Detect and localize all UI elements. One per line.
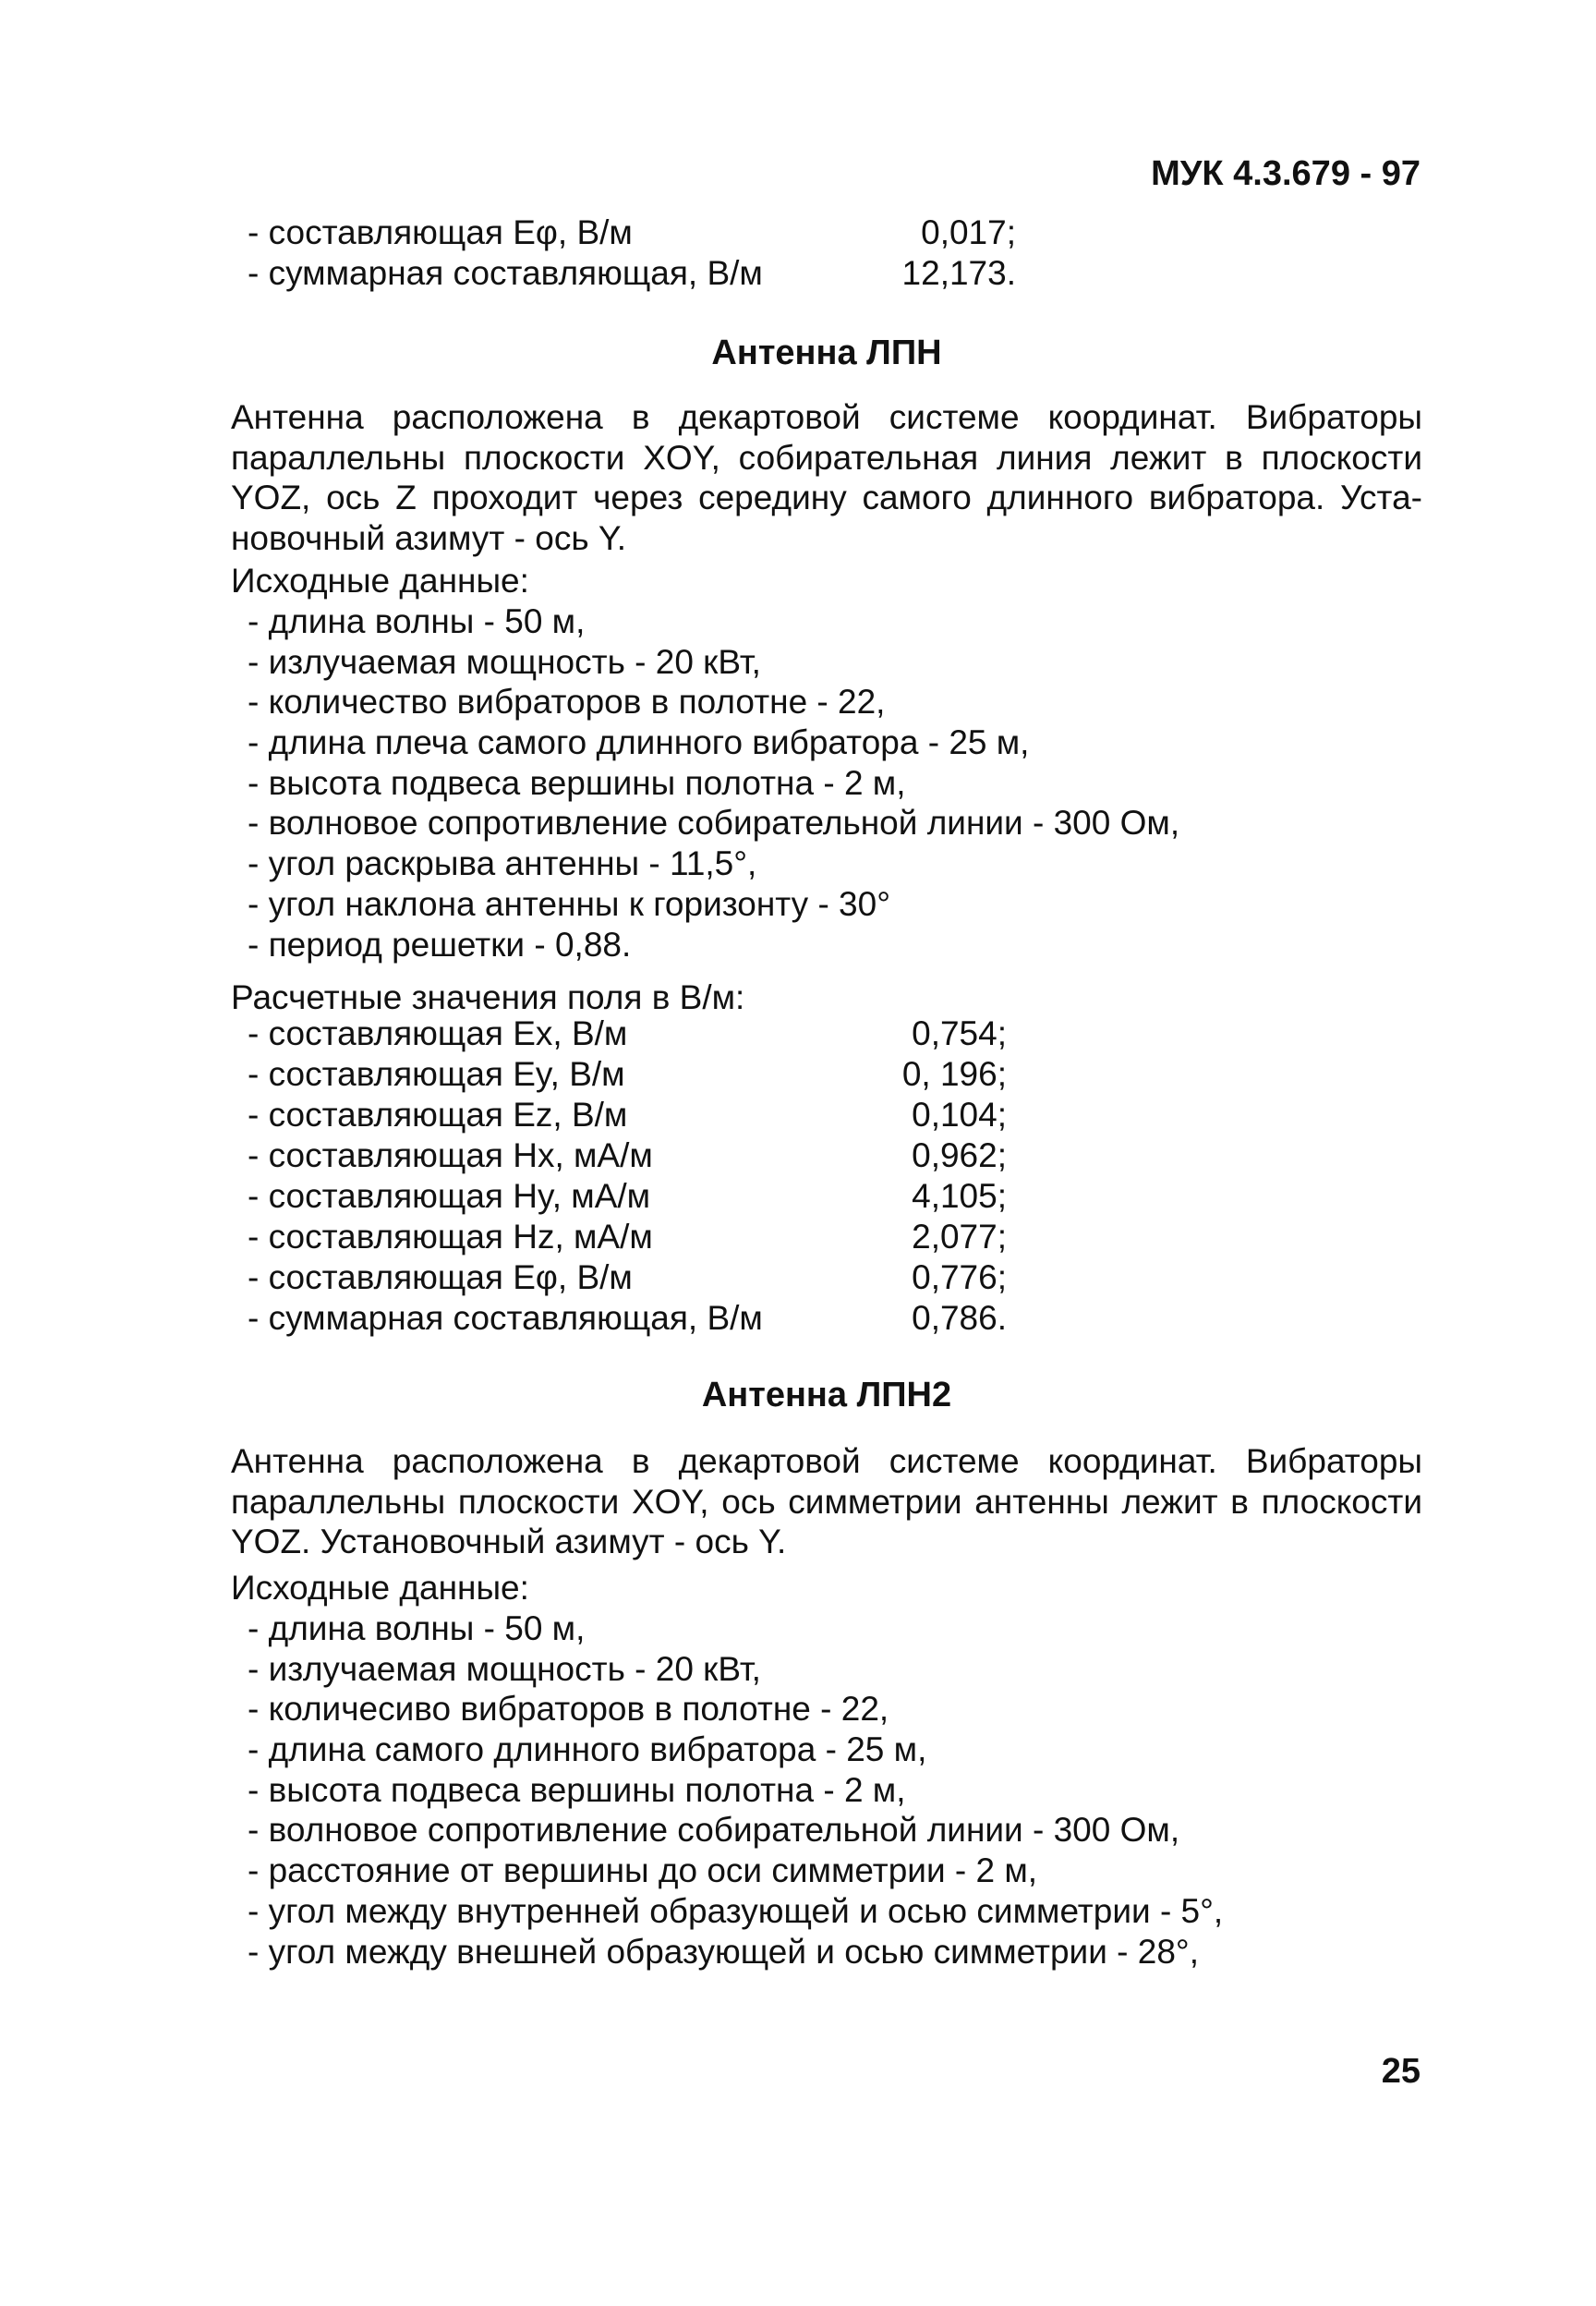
paragraph-line: YOZ. Установочный азимут - ось Y. [231, 1523, 787, 1561]
value-number: 0, 196; [901, 1055, 1007, 1093]
list-item: - угол наклона антенны к горизонту - 30° [248, 884, 890, 923]
results-list [231, 1013, 1422, 1339]
list-item: - период решетки - 0,88. [248, 925, 632, 964]
value-number: 0,754; [912, 1014, 1007, 1052]
value-label: - суммарная составляющая, В/м [248, 254, 763, 292]
top-values-list [231, 212, 1422, 294]
list-item: - количество вибраторов в полотне - 22, [248, 683, 886, 722]
value-row [231, 1013, 1422, 1054]
paragraph-line: параллельны плоскости XOY, ось симметрии антенны лежит в плоскости [231, 1482, 1422, 1521]
list-item: - высота подвеса вершины полотна - 2 м, [248, 1770, 906, 1809]
value-row [231, 1217, 1422, 1257]
value-label: - составляющая Ez, В/м [248, 1096, 628, 1134]
value-row [231, 1054, 1422, 1095]
input-title: Исходные данные: [231, 1569, 529, 1607]
section-title: Антенна ЛПН2 [701, 1376, 952, 1414]
value-row [231, 1257, 1422, 1298]
value-row [231, 1176, 1422, 1217]
value-number: 0,962; [912, 1136, 1007, 1174]
value-number: 0,786. [912, 1299, 1007, 1337]
value-label: - составляющая Hz, мА/м [248, 1218, 653, 1256]
list-item: - угол раскрыва антенны - 11,5°, [248, 844, 757, 883]
list-item: - волновое сопротивление собирательной линии - 300 Ом, [248, 804, 1180, 843]
value-row [231, 1135, 1422, 1176]
input-list [231, 1608, 1422, 1972]
value-row [231, 253, 1422, 294]
input-list [231, 601, 1422, 965]
value-row [231, 212, 1422, 253]
list-item: - угол между внешней образующей и осью симметрии - 28°, [248, 1932, 1200, 1971]
value-label: - составляющая Hx, мА/м [248, 1136, 653, 1174]
value-label: - составляющая Ey, В/м [248, 1055, 625, 1093]
value-number: 0,776; [912, 1258, 1007, 1296]
page-number: 25 [1381, 2052, 1421, 2091]
input-title: Исходные данные: [231, 562, 529, 600]
section-title: Антенна ЛПН [711, 334, 942, 372]
list-item: - излучаемая мощность - 20 кВт, [248, 642, 761, 681]
list-item: - длина самого длинного вибратора - 25 м, [248, 1730, 927, 1769]
value-number: 0,104; [912, 1096, 1007, 1134]
value-row [231, 1095, 1422, 1135]
value-label: - составляющая Hy, мА/м [248, 1177, 651, 1215]
list-item: - количесиво вибраторов в полотне - 22, [248, 1690, 889, 1729]
section-paragraph [231, 1441, 1422, 1562]
list-item: - угол между внутренней образующей и осью симметрии - 5°, [248, 1891, 1224, 1930]
document-code: МУК 4.3.679 - 97 [1151, 154, 1421, 193]
list-item: - излучаемая мощность - 20 кВт, [248, 1649, 761, 1688]
value-label: - составляющая Ex, В/м [248, 1014, 628, 1052]
list-item: - высота подвеса вершины полотна - 2 м, [248, 763, 906, 802]
value-row [231, 1298, 1422, 1339]
paragraph-line: Антенна расположена в декартовой системе координат. Вибраторы [231, 1442, 1422, 1480]
value-label: - суммарная составляющая, В/м [248, 1299, 763, 1337]
value-label: - составляющая Eφ, В/м [248, 1258, 633, 1296]
list-item: - длина плеча самого длинного вибратора - 25 м, [248, 723, 1030, 762]
section-paragraph [231, 397, 1422, 559]
value-number: 0,017; [921, 213, 1016, 251]
paragraph-line: параллельны плоскости XOY, собирательная линия лежит в плоскости [231, 438, 1422, 477]
list-item: - расстояние от вершины до оси симметрии - 2 м, [248, 1851, 1038, 1890]
paragraph-line: новочный азимут - ось Y. [231, 519, 627, 558]
list-item: - волновое сопротивление собирательной линии - 300 Ом, [248, 1811, 1180, 1850]
results-title: Расчетные значения поля в В/м: [231, 978, 745, 1016]
value-number: 2,077; [912, 1218, 1007, 1256]
paragraph-line: Антенна расположена в декартовой системе координат. Вибраторы [231, 398, 1422, 436]
list-item: - длина волны - 50 м, [248, 602, 586, 640]
value-label: - составляющая Eφ, В/м [248, 213, 633, 251]
value-number: 12,173. [901, 254, 1016, 292]
list-item: - длина волны - 50 м, [248, 1609, 586, 1647]
paragraph-line: YOZ, ось Z проходит через середину самого длинного вибратора. Уста- [231, 479, 1422, 517]
value-number: 4,105; [912, 1177, 1007, 1215]
